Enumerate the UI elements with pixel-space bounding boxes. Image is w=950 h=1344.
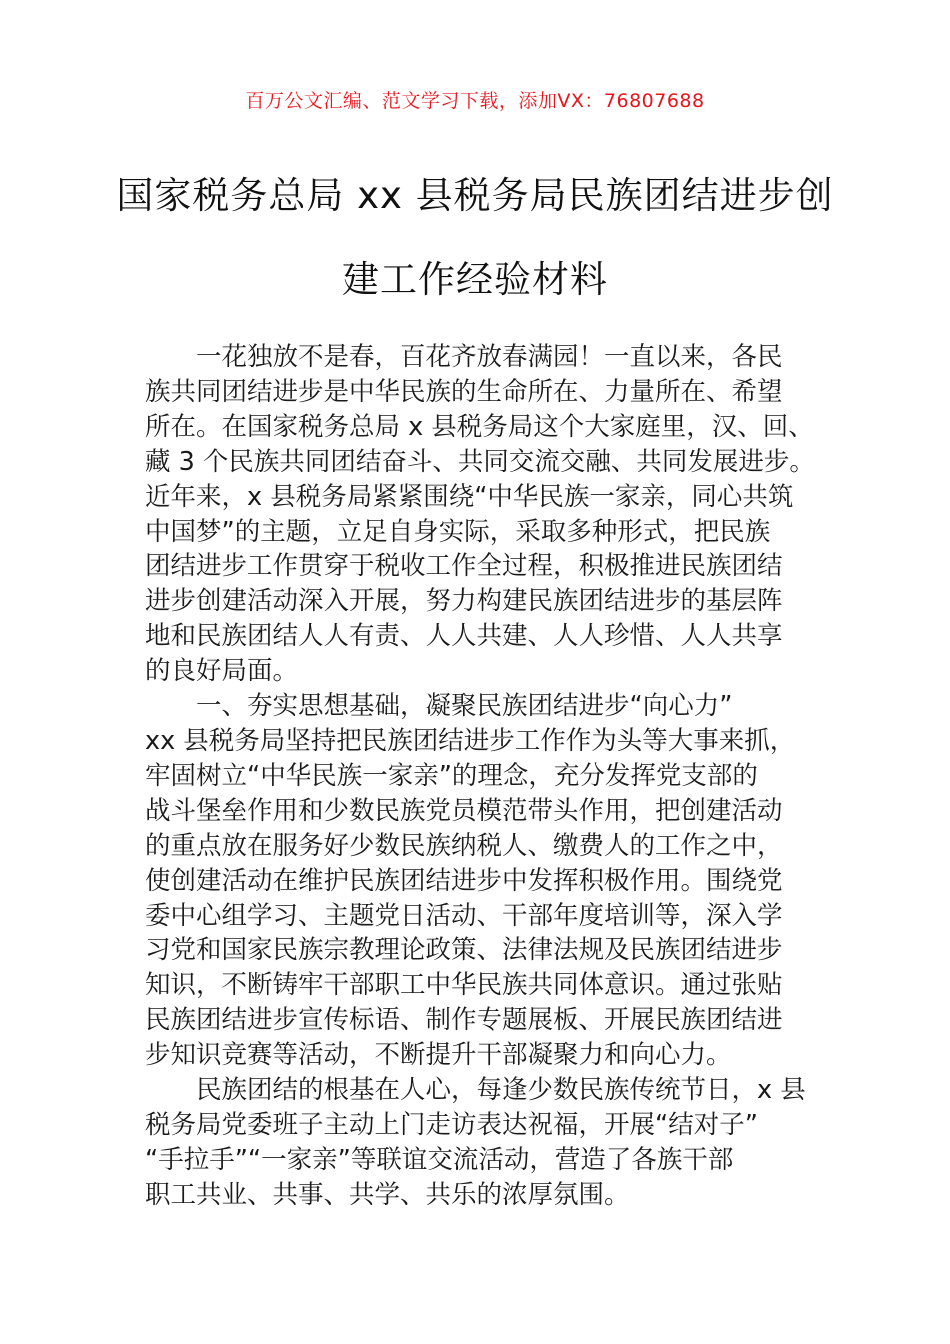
text-line: 团结进步工作贯穿于税收工作全过程，积极推进民族团结 <box>145 551 783 582</box>
heading-line: 一、夯实思想基础，凝聚民族团结进步“向心力” <box>196 691 733 722</box>
title-line: 建工作经验材料 <box>342 258 608 301</box>
text-line: 牢固树立“中华民族一家亲”的理念，充分发挥党支部的 <box>145 760 758 791</box>
text-line: 民族团结的根基在人心，每逢少数民族传统节日，x 县 <box>196 1075 806 1106</box>
text-line: 习党和国家民族宗教理论政策、法律法规及民族团结进步 <box>145 935 783 966</box>
text-line: “手拉手”“一家亲”等联谊交流活动，营造了各族干部 <box>145 1144 734 1175</box>
section-heading-1 <box>145 689 815 724</box>
title-line: 国家税务总局 xx 县税务局民族团结进步创 <box>116 174 834 217</box>
text-line: 的良好局面。 <box>145 656 299 687</box>
text-line: 族共同团结进步是中华民族的生命所在、力量所在、希望 <box>145 376 783 407</box>
text-line: 所在。在国家税务总局 x 县税务局这个大家庭里，汉、回、 <box>145 411 814 442</box>
document-title <box>100 154 850 322</box>
text-line: 职工共业、共事、共学、共乐的浓厚氛围。 <box>145 1179 630 1210</box>
paragraph-section-1 <box>145 724 815 1073</box>
text-line: 藏 3 个民族共同团结奋斗、共同交流交融、共同发展进步。 <box>145 446 815 477</box>
paragraph-intro <box>145 340 815 689</box>
text-line: 知识，不断铸牢干部职工中华民族共同体意识。通过张贴 <box>145 970 783 1001</box>
text-line: 一花独放不是春，百花齐放春满园！一直以来，各民 <box>196 342 783 372</box>
header-note: 百万公文汇编、范文学习下载，添加VX：76807688 <box>245 90 705 112</box>
text-line: 的重点放在服务好少数民族纳税人、缴费人的工作之中， <box>145 830 783 861</box>
text-line: 委中心组学习、主题党日活动、干部年度培训等，深入学 <box>145 900 783 931</box>
paragraph-section-1-b <box>145 1073 815 1213</box>
document-body <box>145 340 815 1213</box>
text-line: 地和民族团结人人有责、人人共建、人人珍惜、人人共享 <box>145 621 783 652</box>
text-line: 使创建活动在维护民族团结进步中发挥积极作用。围绕党 <box>145 865 783 896</box>
text-line: 步知识竞赛等活动，不断提升干部凝聚力和向心力。 <box>145 1040 732 1071</box>
text-line: 近年来，x 县税务局紧紧围绕“中华民族一家亲，同心共筑 <box>145 481 794 512</box>
text-line: 中国梦”的主题，立足自身实际，采取多种形式，把民族 <box>145 516 771 547</box>
text-line: xx 县税务局坚持把民族团结进步工作作为头等大事来抓， <box>145 725 796 756</box>
text-line: 战斗堡垒作用和少数民族党员模范带头作用，把创建活动 <box>145 795 783 826</box>
text-line: 税务局党委班子主动上门走访表达祝福，开展“结对子” <box>145 1109 758 1140</box>
text-line: 进步创建活动深入开展，努力构建民族团结进步的基层阵 <box>145 586 783 617</box>
text-line: 民族团结进步宣传标语、制作专题展板、开展民族团结进 <box>145 1005 783 1036</box>
